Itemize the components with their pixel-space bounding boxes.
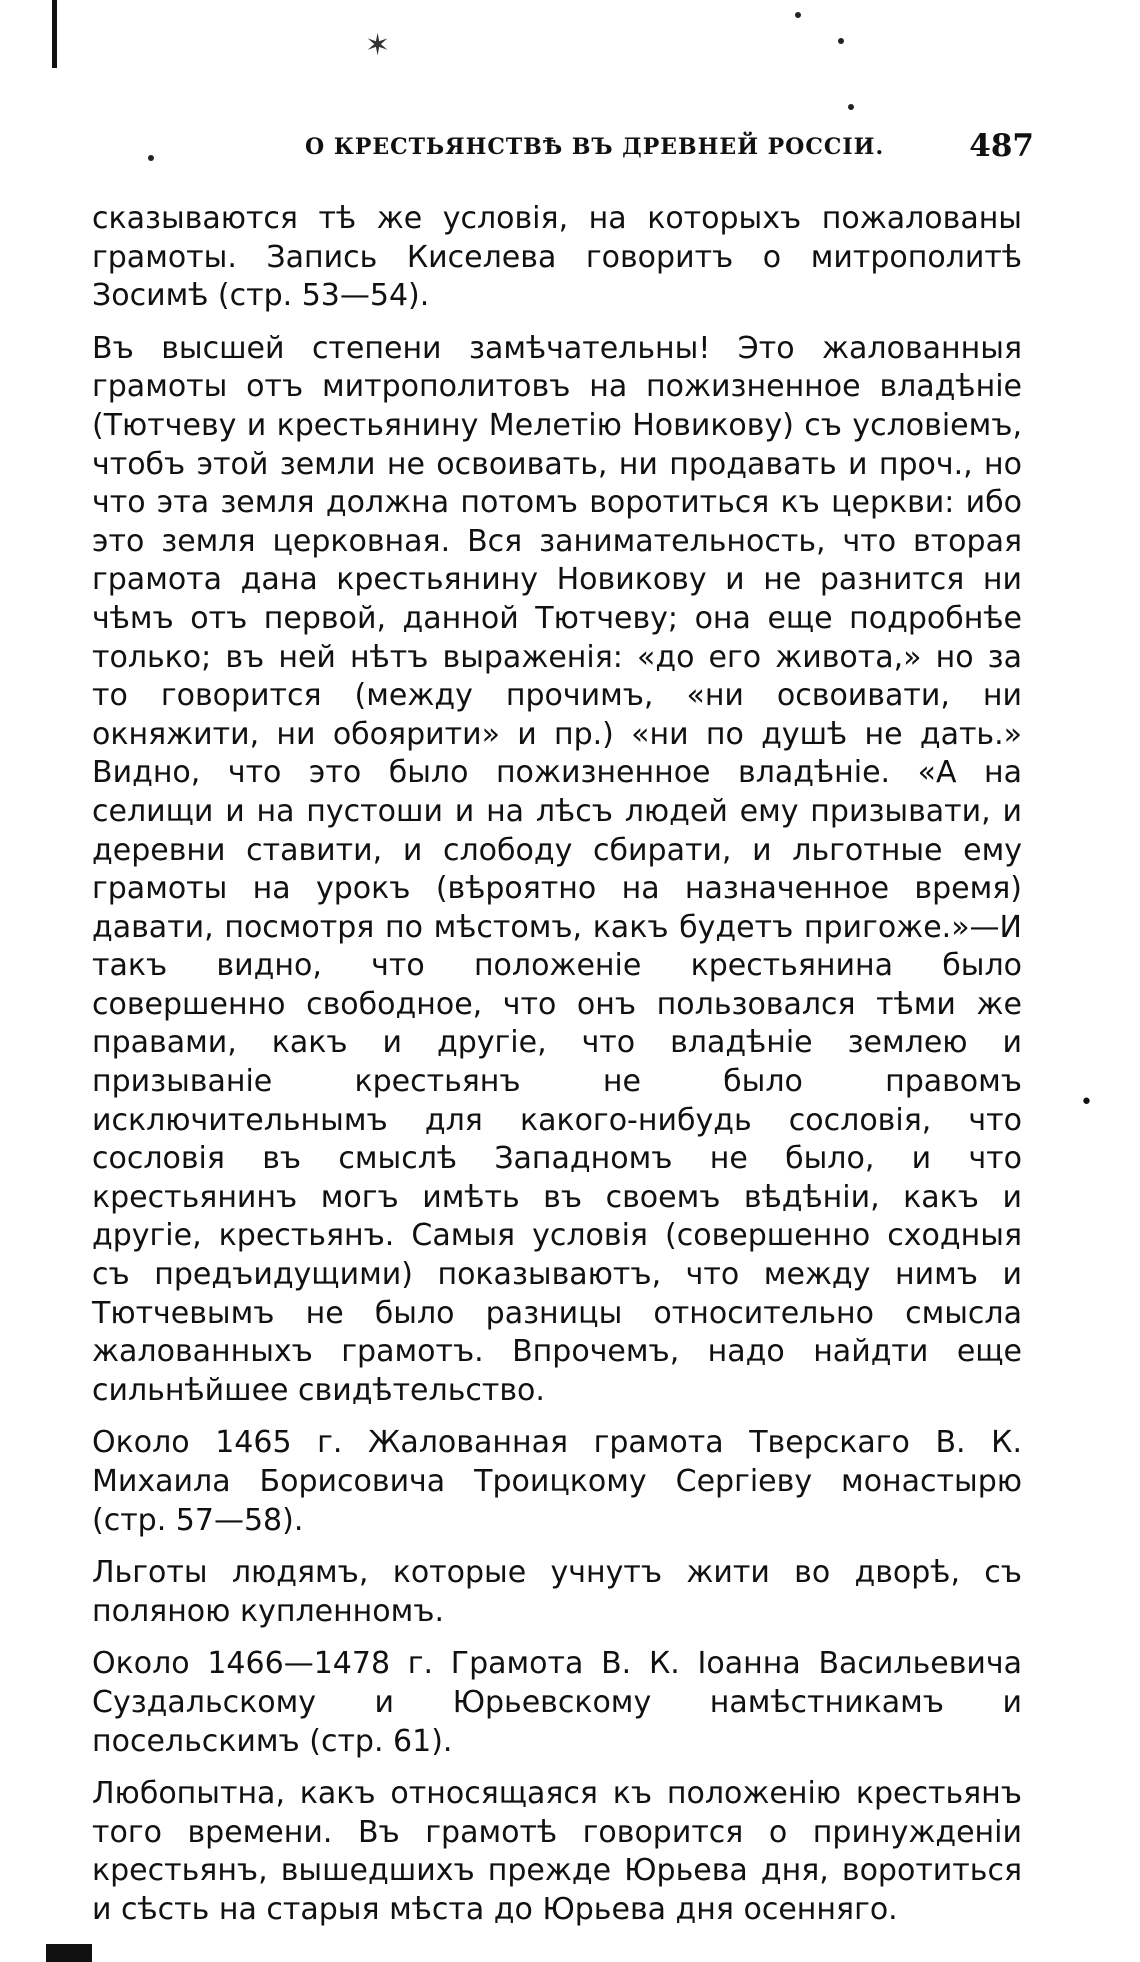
margin-mark: • [1080,1090,1093,1115]
ink-speck [848,104,854,110]
paragraph-entry-1465: Около 1465 г. Жалованная грамота Тверскаго В. К. Михаила Борисовича Троицкому Сергіеву монастырю (стр. 57—58). [92,1425,1022,1538]
ink-blot [46,1944,92,1962]
page-number: 487 [969,128,1034,164]
printers-ornament-icon: ✶ [365,28,391,63]
ink-speck [838,38,844,44]
paragraph-curious: Любопытна, какъ относящаяся къ положенію крестьянъ того времени. Въ грамотѣ говорится о принужденіи крестьянъ, вышедшихъ прежде Юрьева дня, воротиться и сѣсть на старыя мѣста до Юрьева дня осенняго. [92,1776,1022,1927]
running-title: О КРЕСТЬЯНСТВѢ ВЪ ДРЕВНЕЙ РОССІИ. [305,134,885,160]
ink-speck [795,12,801,18]
page-edge-rule [52,0,57,68]
page-header [290,128,1060,168]
ink-speck [148,155,154,161]
paragraph-intro: сказываются тѣ же условія, на которыхъ пожалованы грамоты. Запись Киселева говоритъ о митрополитѣ Зосимѣ (стр. 53—54). [92,201,1022,314]
page-body [92,200,1022,1944]
paragraph-entry-1466: Около 1466—1478 г. Грамота В. К. Іоанна Васильевича Суздальскому и Юрьевскому намѣстникамъ и посельскимъ (стр. 61). [92,1646,1022,1759]
paragraph-privileges: Льготы людямъ, которые учнутъ жити во дворѣ, съ поляною купленномъ. [92,1555,1022,1629]
paragraph-commentary: Въ высшей степени замѣчательны! Это жалованныя грамоты отъ митрополитовъ на пожизненное владѣніе (Тютчеву и крестьянину Мелетію Новикову) съ условіемъ, чтобъ этой земли не освоивать, ни продавать и проч., но что эта земля должна потомъ воротиться къ церкви: ибо это земля церковная. Вся занимательность, что вторая грамота дана крестьянину Новикову и не разнится ни чѣмъ отъ первой, данной Тютчеву; она еще подробнѣе только; въ ней нѣтъ выраженія: «до его живота,» но за то говорится (между прочимъ, «ни освоивати, ни окняжити, ни обоярити» и пр.) «ни по душѣ не дать.» Видно, что это было пожизненное владѣніе. «А на селищи и на пустоши и на лѣсъ людей ему призывати, и деревни ставити, и слободу сбирати, и льготные ему грамоты на урокъ (вѣроятно на назначенное время) давати, посмотря по мѣстомъ, какъ будетъ пригоже.»—И такъ видно, что положеніе крестьянина было совершенно свободное, что онъ пользовался тѣми же правами, какъ и другіе, что владѣніе землею и призываніе крестьянъ не было правомъ исключительнымъ для какого-нибудь сословія, что сословія въ смыслѣ Западномъ не было, и что крестьянинъ могъ имѣть въ своемъ вѣдѣніи, какъ и другіе, крестьянъ. Самыя условія (совершенно сходныя съ предъидущими) показываютъ, что между нимъ и Тютчевымъ не было разницы относительно смысла жалованныхъ грамотъ. Впрочемъ, надо найдти еще сильнѣйшее свидѣтельство. [92,330,1022,1408]
